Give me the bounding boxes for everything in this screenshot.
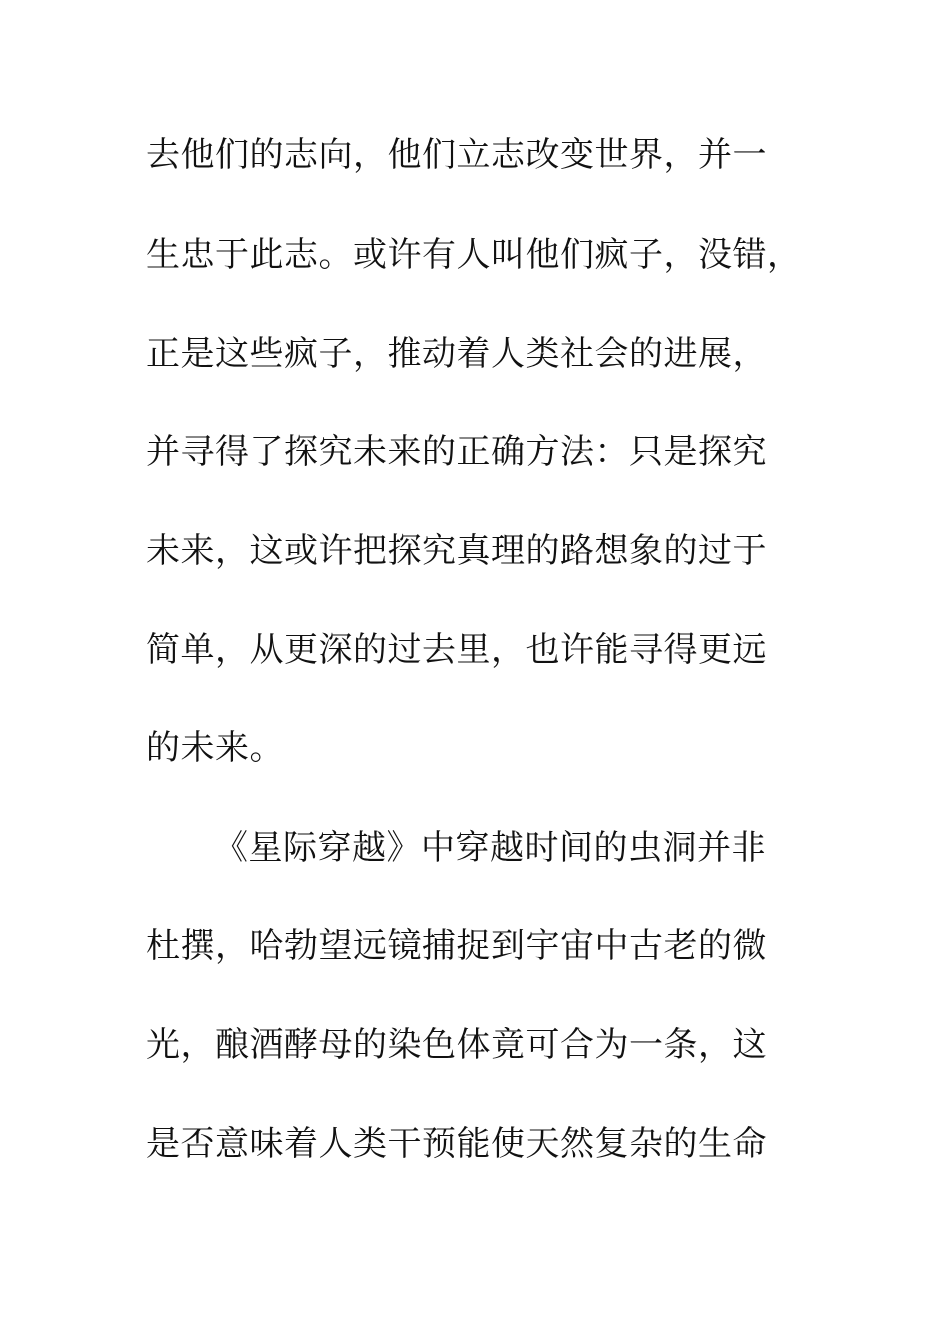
text-line: 生忠于此志。或许有人叫他们疯子，没错， xyxy=(146,235,802,275)
paragraph-first-line: 《星际穿越》中穿越时间的虫洞并非 xyxy=(214,828,766,868)
text-line: 并寻得了探究未来的正确方法：只是探究 xyxy=(146,432,767,472)
text-line: 未来，这或许把探究真理的路想象的过于 xyxy=(146,531,767,571)
text-line: 的未来。 xyxy=(146,728,284,768)
text-line: 是否意味着人类干预能使天然复杂的生命 xyxy=(146,1124,767,1164)
text-line: 去他们的志向，他们立志改变世界，并一 xyxy=(146,135,767,175)
text-line: 简单，从更深的过去里，也许能寻得更远 xyxy=(146,630,767,670)
text-line: 杜撰，哈勃望远镜捕捉到宇宙中古老的微 xyxy=(146,926,767,966)
text-line: 正是这些疯子，推动着人类社会的进展， xyxy=(146,334,767,374)
text-line: 光，酿酒酵母的染色体竟可合为一条，这 xyxy=(146,1025,767,1065)
